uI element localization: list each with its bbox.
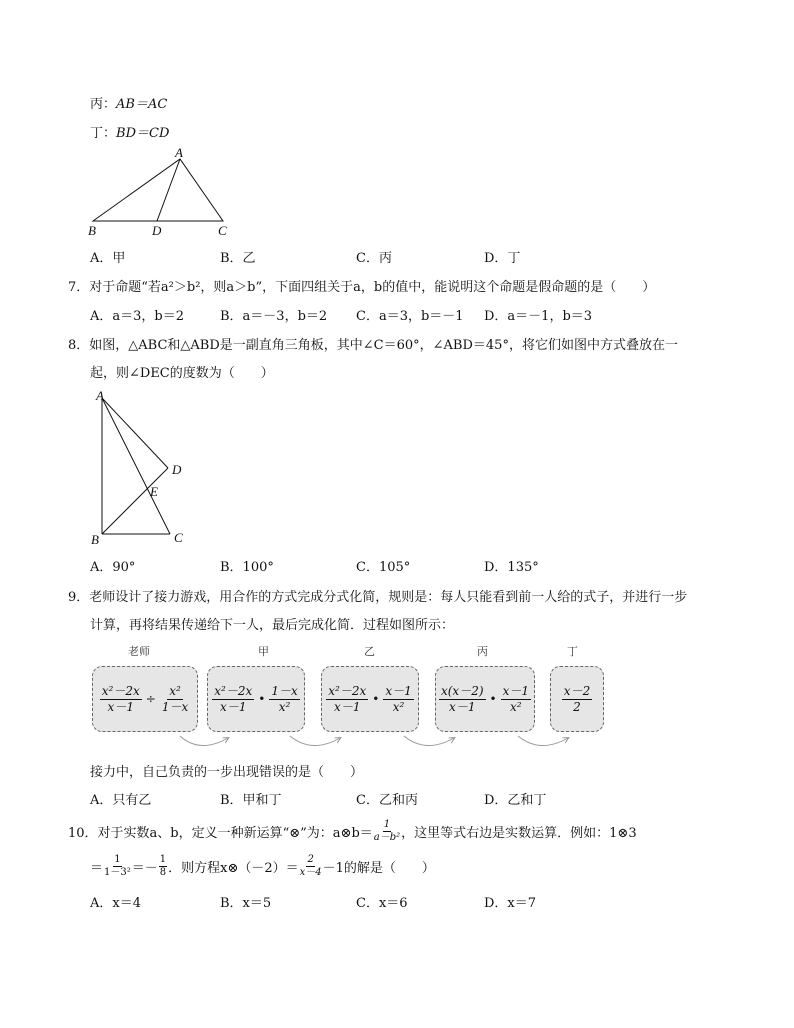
numerator: x²－2x (101, 683, 140, 698)
q10-stem-line2 (90, 851, 435, 881)
operator-multiply: • (372, 692, 380, 706)
triangle-abc (93, 159, 223, 221)
numerator: x(x－2) (440, 683, 484, 698)
relay-box-bing (435, 666, 535, 732)
q7-stem (68, 276, 655, 295)
relay-arrows (170, 728, 590, 756)
q10-option-c[interactable]: C．x＝6 (356, 896, 408, 911)
numerator: x－2 (563, 683, 591, 698)
label-d: D (172, 462, 182, 477)
numerator: x²－2x (328, 683, 367, 698)
denominator: x－4 (299, 866, 322, 878)
q10-text-2b: ＝－ (131, 860, 158, 876)
label-a: A (96, 388, 104, 403)
numerator: x－1 (385, 683, 412, 698)
fraction-4-a (439, 684, 486, 715)
q9-number: 9． (68, 590, 90, 605)
bing-expr: AB＝AC (116, 97, 168, 112)
q10-fraction-1 (374, 819, 400, 844)
bing-statement (90, 93, 167, 112)
relay-box-teacher (92, 666, 198, 732)
q8-option-d[interactable]: D．135° (484, 560, 539, 575)
q8-number: 8． (68, 338, 90, 353)
arrow-1 (180, 736, 228, 746)
q8-stem-line1 (68, 334, 678, 353)
denominator: x－1 (107, 699, 134, 714)
arrow-3 (404, 736, 454, 746)
header-yi: 乙 (364, 645, 375, 658)
denominator: x－1 (220, 699, 247, 714)
q10-option-b[interactable]: B．x＝5 (220, 896, 272, 911)
q8-option-c[interactable]: C．105° (356, 560, 411, 575)
segment-ac (102, 398, 170, 534)
header-jia: 甲 (258, 645, 269, 658)
q10-text-1b: ，这里等式右边是实数运算．例如：1⊗3 (401, 825, 637, 841)
operator-divide: ÷ (145, 692, 156, 706)
q10-number: 10． (68, 825, 98, 841)
q10-fraction-2 (104, 854, 131, 879)
segment-bd (102, 468, 168, 534)
q10-option-a[interactable]: A．x＝4 (90, 896, 141, 911)
q10-text-2d: －1的解是（ ） (322, 860, 435, 876)
denominator: x² (510, 699, 522, 714)
denominator: x² (278, 699, 291, 714)
denominator: 1－3² (104, 866, 131, 878)
header-teacher: 老师 (128, 645, 150, 658)
numerator: 1 (383, 818, 391, 830)
q7-text: 对于命题“若a²＞b²，则a＞b”，下面四组关于a，b的值中，能说明这个命题是假命题的是（ ） (89, 280, 656, 295)
q9-question: 接力中，自己负责的一步出现错误的是（ ） (90, 765, 364, 780)
ding-label: 丁： (90, 126, 117, 141)
q7-option-a[interactable]: A．a＝3，b＝2 (90, 309, 185, 324)
q9-stem-line2: 计算，再将结果传递给下一人，最后完成化简．过程如图所示： (90, 618, 455, 633)
q10-option-d[interactable]: D．x＝7 (484, 896, 537, 911)
denominator: 8 (159, 866, 167, 878)
bing-label: 丙： (90, 97, 117, 112)
q10-stem-line1 (68, 816, 637, 846)
relay-box-yi (321, 666, 419, 732)
label-a: A (175, 145, 183, 160)
segment-ad (102, 398, 168, 468)
q8-text-1: 如图，△ABC和△ABD是一副直角三角板，其中∠C＝60°，∠ABD＝45°，将它们如图中方式叠放在一 (89, 338, 678, 353)
numerator: 1－x (271, 683, 298, 698)
label-c: C (174, 530, 183, 545)
numerator: x－1 (502, 683, 530, 698)
arrow-2 (290, 736, 340, 746)
label-b: B (91, 532, 99, 547)
label-e: E (150, 484, 158, 499)
q7-option-c[interactable]: C．a＝3，b＝－1 (356, 309, 464, 324)
q10-fraction-4 (300, 854, 322, 879)
q9-stem-line1 (68, 586, 687, 605)
fraction-1-a (100, 684, 142, 715)
relay-box-ding (550, 666, 604, 732)
q10-fraction-3 (159, 854, 167, 879)
q10-text-2a: ＝ (90, 860, 104, 876)
numerator: 1 (159, 853, 167, 865)
header-bing: 丙 (477, 645, 488, 658)
label-d: D (152, 223, 162, 238)
numerator: x²－2x (214, 683, 253, 698)
fraction-3-a (326, 684, 368, 715)
operator-multiply: • (489, 692, 497, 706)
fraction-3-b (383, 684, 413, 715)
q9-option-a[interactable]: A．只有乙 (90, 793, 152, 808)
q6-option-c[interactable]: C．丙 (356, 251, 392, 266)
relay-box-jia (207, 666, 305, 732)
numerator: 1 (114, 853, 121, 865)
fraction-4-b (501, 684, 531, 715)
segment-ad (157, 159, 180, 221)
operator-multiply: • (258, 692, 266, 706)
q6-option-a[interactable]: A．甲 (90, 251, 126, 266)
fraction-5 (562, 684, 592, 715)
denominator: x² (392, 699, 405, 714)
arrow-4 (518, 736, 568, 746)
label-b: B (88, 223, 96, 238)
q7-option-b[interactable]: B．a＝－3，b＝2 (220, 309, 328, 324)
numerator: 2 (307, 853, 314, 865)
q8-option-b[interactable]: B．100° (220, 560, 274, 575)
q9-text-1: 老师设计了接力游戏，用合作的方式完成分式化简，规则是：每人只能看到前一人给的式子，并进行一步 (89, 590, 688, 605)
triangle-figure-1 (85, 145, 245, 240)
fraction-2-b (269, 684, 299, 715)
triangle-figure-2 (88, 388, 198, 548)
label-c: C (218, 223, 227, 238)
q9-option-d[interactable]: D．乙和丁 (484, 793, 547, 808)
denominator: x－1 (449, 699, 476, 714)
q8-option-a[interactable]: A．90° (90, 560, 136, 575)
denominator: x－1 (334, 699, 361, 714)
denominator: 1－x (161, 699, 189, 714)
numerator: x² (169, 683, 181, 698)
header-ding: 丁 (567, 645, 578, 658)
q6-option-b[interactable]: B．乙 (220, 251, 256, 266)
q10-text-2c: ．则方程x⊗（－2）＝ (168, 860, 299, 876)
denominator: 2 (573, 699, 581, 714)
fraction-2-a (212, 684, 254, 715)
denominator: a－b² (373, 831, 401, 843)
ding-statement (90, 122, 169, 141)
q9-option-c[interactable]: C．乙和丙 (356, 793, 418, 808)
fraction-1-b (160, 684, 190, 715)
q10-text-1a: 对于实数a、b，定义一种新运算“⊗”为：a⊗b＝ (97, 825, 373, 841)
q8-stem-line2: 起，则∠DEC的度数为（ ） (90, 366, 274, 381)
ding-expr: BD＝CD (116, 126, 170, 141)
q9-option-b[interactable]: B．甲和丁 (220, 793, 282, 808)
q7-option-d[interactable]: D．a＝－1，b＝3 (484, 309, 593, 324)
q7-number: 7． (68, 280, 90, 295)
q6-option-d[interactable]: D．丁 (484, 251, 521, 266)
